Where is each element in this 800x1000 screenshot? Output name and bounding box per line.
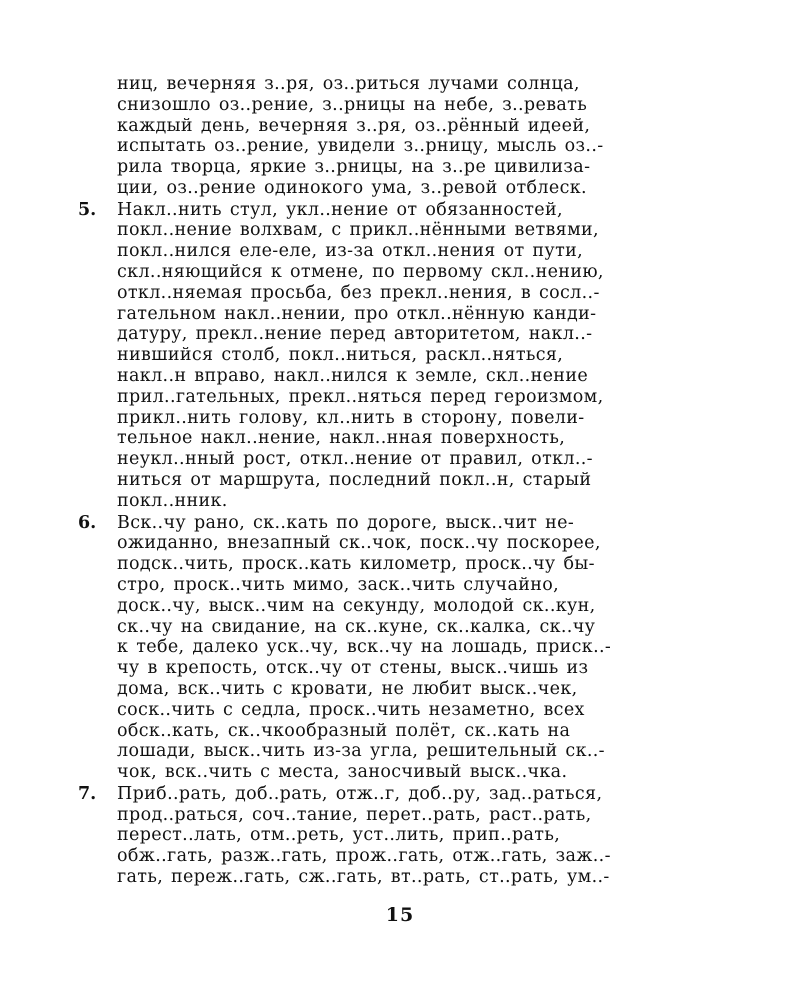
- text-line: покл..нение волхвам, с прикл..нёнными ветвями,: [117, 220, 599, 241]
- text-line: датуру, прекл..нение перед авторитетом, накл..-: [117, 324, 593, 345]
- text-line: ниц, вечерняя з..ря, оз..риться лучами солнца,: [117, 74, 580, 94]
- exercise-text: [117, 200, 688, 512]
- text-line: гательном накл..нении, про откл..нённую канди-: [117, 303, 597, 324]
- text-line: ожиданно, внезапный ск..чок, поск..чу поскорее,: [117, 533, 601, 554]
- text-line: доск..чу, выск..чим на секунду, молодой ск..кун,: [117, 595, 596, 616]
- text-line: дома, вск..чить с кровати, не любит выск..чек,: [117, 678, 578, 699]
- text-line: к тебе, далеко уск..чу, вск..чу на лошадь, приск..-: [117, 637, 612, 658]
- text-line: соск..чить с седла, проск..чить незаметно, всех: [117, 699, 585, 720]
- continuation-paragraph: [117, 74, 688, 199]
- text-line: накл..н вправо, накл..нился к земле, скл..нение: [117, 365, 589, 386]
- exercise-number: 6.: [78, 512, 97, 533]
- text-line: рила творца, яркие з..рницы, на з..ре цивилиза-: [117, 157, 591, 178]
- text-line: чу в крепость, отск..чу от стены, выск..чишь из: [117, 658, 589, 679]
- text-line: перест..лать, отм..реть, уст..лить, прип..рать,: [117, 825, 561, 846]
- text-line: скл..няющийся к отмене, по первому скл..нению,: [117, 261, 604, 282]
- exercise-number: 7.: [78, 783, 97, 804]
- page-content: [78, 74, 688, 888]
- page-number: 15: [385, 904, 415, 926]
- text-line: ниться от маршрута, последний покл..н, старый: [117, 469, 592, 490]
- text-line: прил..гательных, прекл..няться перед героизмом,: [117, 386, 604, 407]
- text-line: нившийся столб, покл..ниться, раскл..няться,: [117, 345, 564, 366]
- exercise-text: [117, 513, 688, 783]
- text-line: прод..раться, соч..тание, перет..рать, раст..рать,: [117, 804, 592, 825]
- text-line: чок, вск..чить с места, заносчивый выск..чка.: [117, 762, 568, 783]
- text-line: обск..кать, ск..чкообразный полёт, ск..кать на: [117, 720, 571, 741]
- exercise-text: [117, 784, 688, 888]
- exercise-7: [78, 784, 688, 888]
- text-line: прикл..нить голову, кл..нить в сторону, повели-: [117, 407, 585, 428]
- text-line: ск..чу на свидание, на ск..куне, ск..калка, ск..чу: [117, 616, 596, 637]
- text-line: стро, проск..чить мимо, заск..чить случайно,: [117, 574, 560, 595]
- text-line: каждый день, вечерняя з..ря, оз..рённый идеей,: [117, 115, 591, 136]
- text-line: ции, оз..рение одинокого ума, з..ревой отблеск.: [117, 177, 587, 198]
- text-line: тельное накл..нение, накл..нная поверхность,: [117, 428, 566, 449]
- exercise-5: [78, 200, 688, 512]
- text-line: гать, переж..гать, сж..гать, вт..рать, ст..рать, ум..-: [117, 867, 610, 888]
- text-line: покл..нник.: [117, 490, 228, 511]
- text-line: обж..гать, разж..гать, прож..гать, отж..гать, заж..-: [117, 846, 611, 867]
- text-line: снизошло оз..рение, з..рницы на небе, з..ревать: [117, 94, 588, 115]
- text-line: неукл..нный рост, откл..нение от правил, откл..-: [117, 449, 593, 470]
- text-line: Приб..рать, доб..рать, отж..г, доб..ру, зад..раться,: [117, 783, 603, 804]
- text-line: Накл..нить стул, укл..нение от обязанностей,: [117, 199, 563, 220]
- exercise-6: [78, 513, 688, 783]
- text-line: лошади, выск..чить из-за угла, решительный ск..-: [117, 741, 605, 762]
- text-line: откл..няемая просьба, без прекл..нения, в сосл..-: [117, 282, 600, 303]
- exercise-number: 5.: [78, 199, 97, 220]
- text-line: Вск..чу рано, ск..кать по дороге, выск..чит не-: [117, 512, 575, 533]
- text-line: испытать оз..рение, увидели з..рницу, мысль оз..-: [117, 136, 604, 157]
- text-line: подск..чить, проск..кать километр, проск..чу бы-: [117, 554, 595, 575]
- text-line: покл..нился еле-еле, из-за откл..нения от пути,: [117, 241, 584, 262]
